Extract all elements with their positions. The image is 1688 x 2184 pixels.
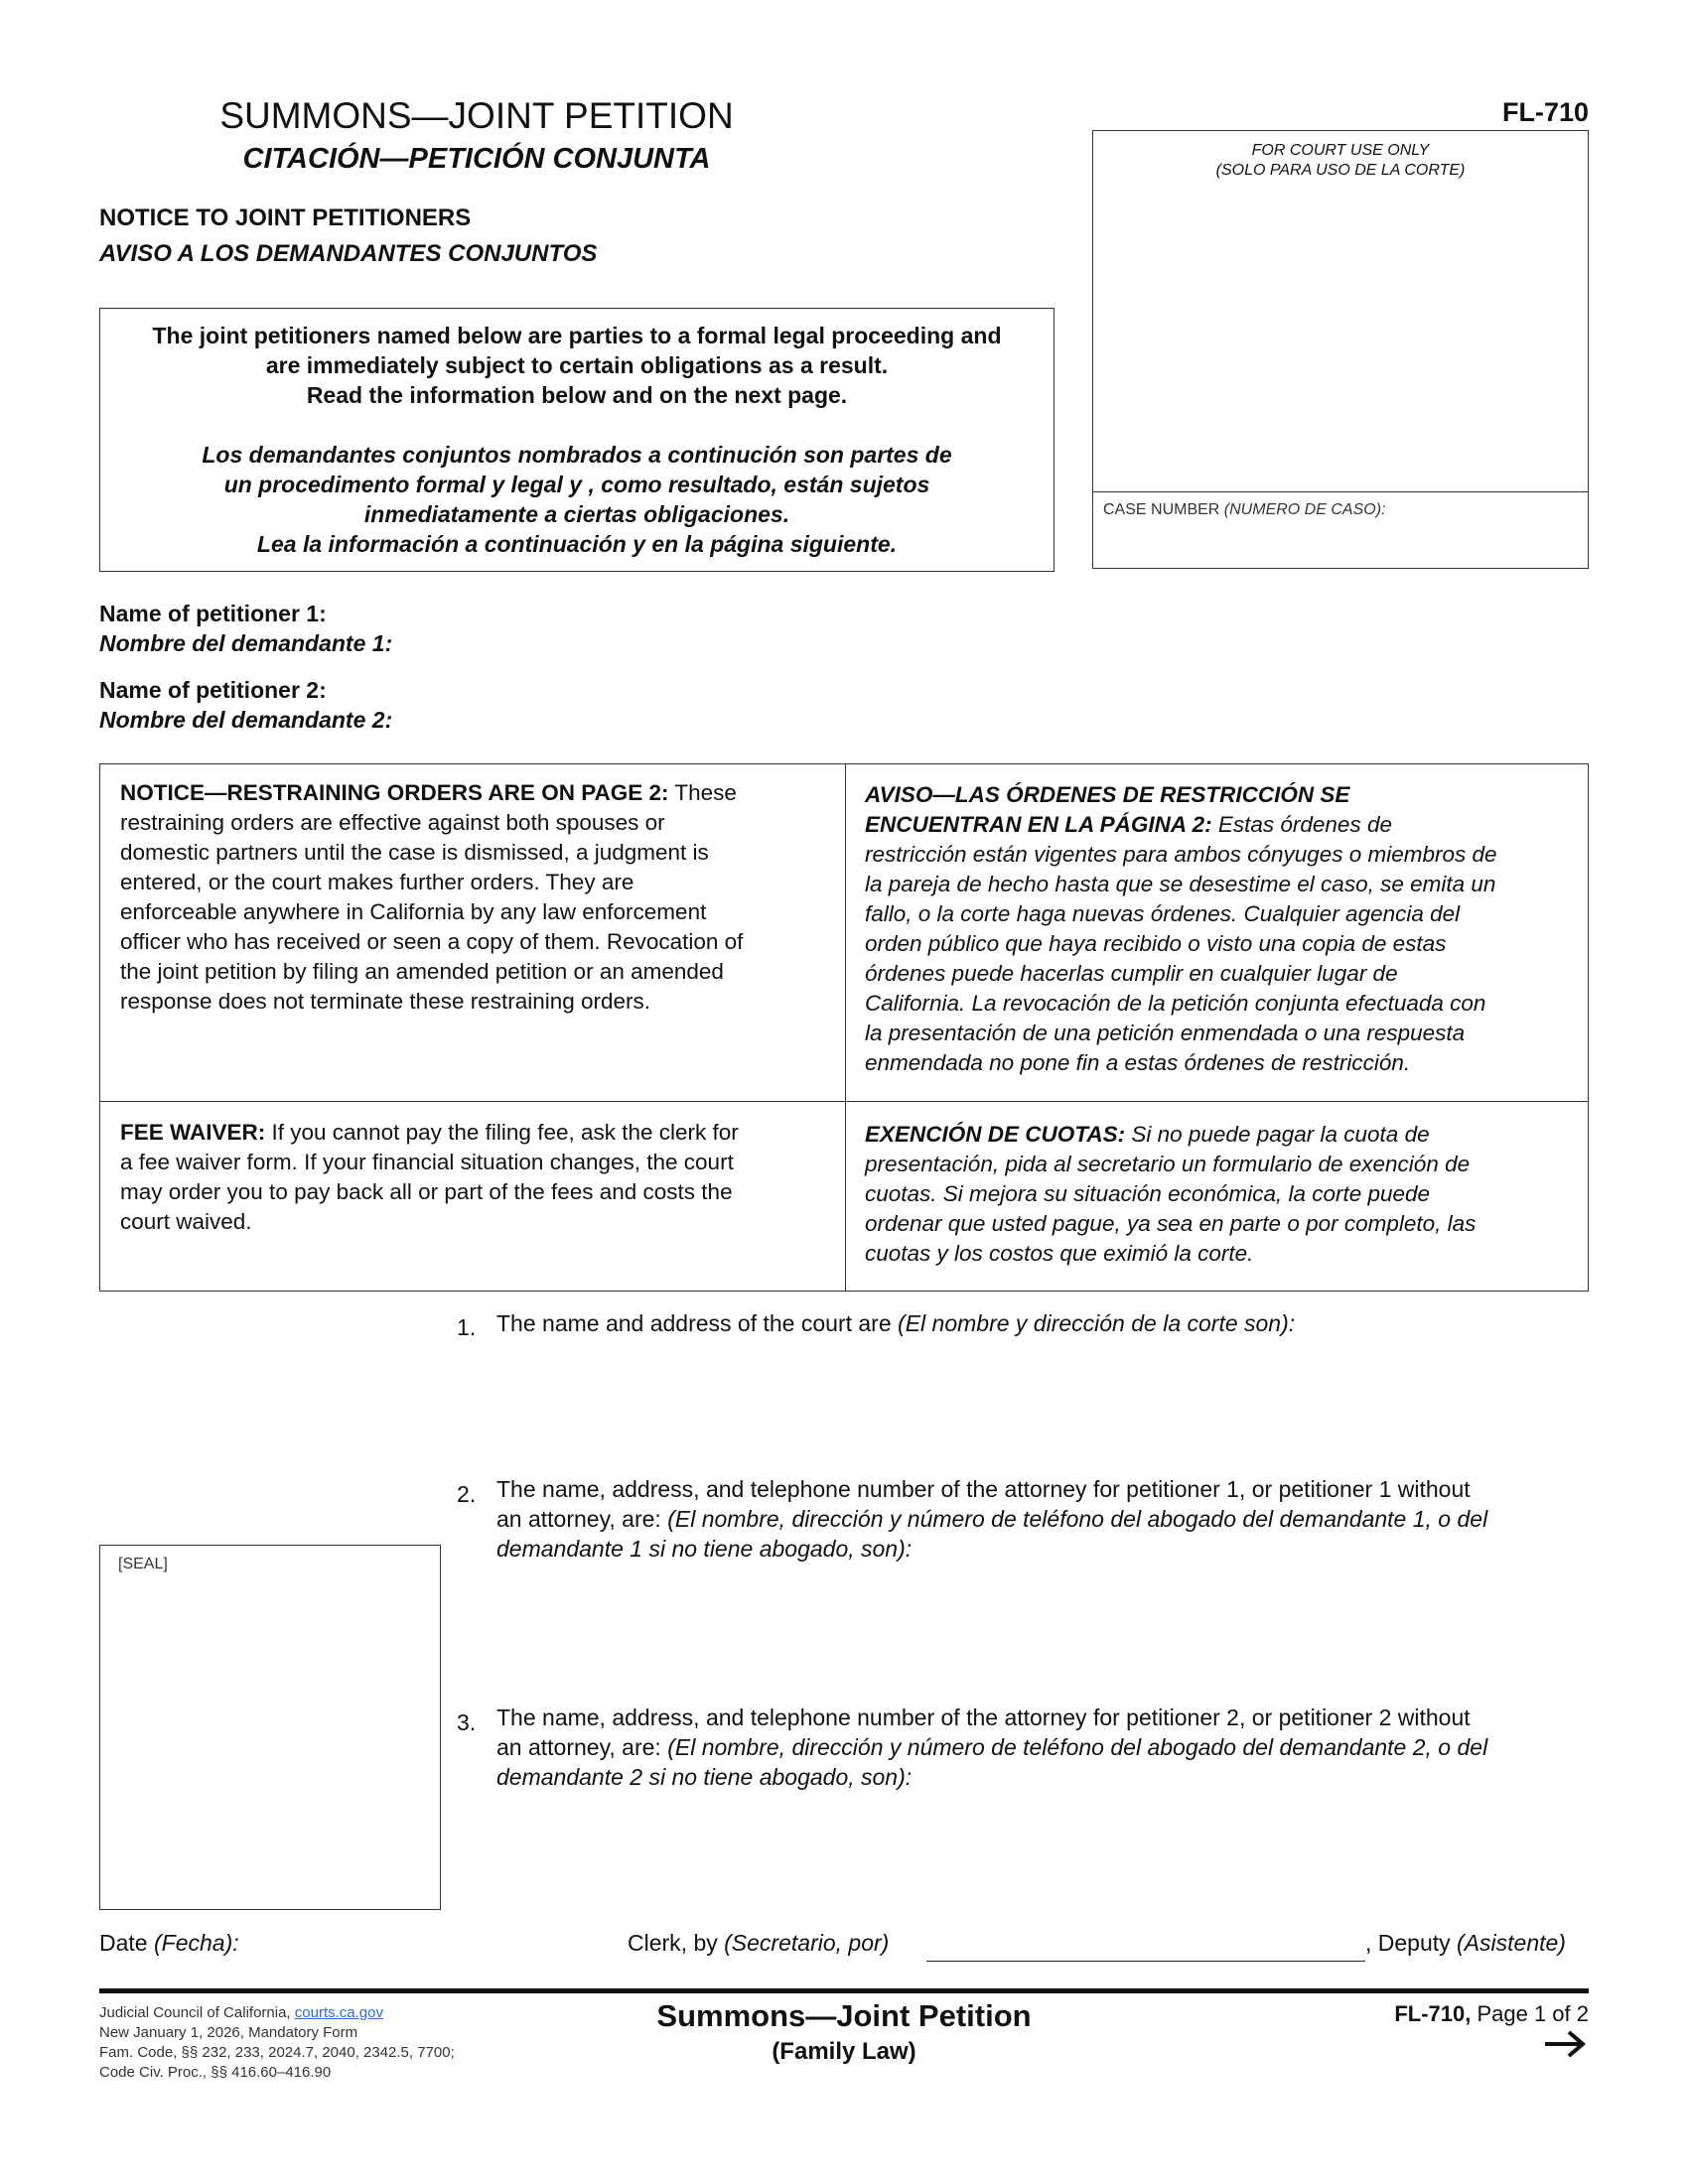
petitioner-1-label: Name of petitioner 1: bbox=[99, 601, 327, 626]
text-line: entered, or the court makes further orders. They are bbox=[120, 870, 634, 894]
info-english bbox=[100, 321, 1054, 410]
notice-heading: NOTICE TO JOINT PETITIONERS bbox=[99, 205, 472, 231]
item-3-text-es: (El nombre, dirección y número de teléfono del abogado del demandante 2, o del bbox=[667, 1734, 1488, 1760]
info-en-line: The joint petitioners named below are parties to a formal legal proceeding and bbox=[152, 323, 1002, 348]
text-line: a fee waiver form. If your financial situation changes, the court bbox=[120, 1150, 734, 1174]
fee-waiver-heading-en: FEE WAIVER: bbox=[120, 1120, 266, 1145]
item-3-number: 3. bbox=[457, 1709, 477, 1735]
item-1-text: The name and address of the court are bbox=[496, 1310, 899, 1336]
text-line: enforceable anywhere in California by any law enforcement bbox=[120, 899, 707, 924]
text-line: officer who has received or seen a copy of them. Revocation of bbox=[120, 929, 744, 954]
text-line: domestic partners until the case is dismissed, a judgment is bbox=[120, 840, 709, 865]
clerk-signature-line[interactable] bbox=[926, 1961, 1365, 1962]
petitioner-1-label-es: Nombre del demandante 1: bbox=[99, 630, 393, 656]
text-line: orden público que haya recibido o visto una copia de estas bbox=[865, 931, 1447, 956]
info-es-line: un procedimento formal y legal y , como resultado, están sujetos bbox=[223, 472, 930, 497]
table-divider-horizontal bbox=[100, 1101, 1588, 1102]
deputy-label bbox=[1365, 1930, 1566, 1957]
case-number-divider bbox=[1093, 491, 1588, 492]
text-line: la pareja de hecho hasta que se desestime el caso, se emita un bbox=[865, 872, 1496, 896]
text-line: fallo, o la corte haga nuevas órdenes. Cualquier agencia del bbox=[865, 901, 1461, 926]
court-use-es: (SOLO PARA USO DE LA CORTE) bbox=[1215, 162, 1466, 179]
arrow-right-icon[interactable] bbox=[1543, 2029, 1587, 2064]
footer-council: Judicial Council of California, bbox=[99, 2004, 295, 2021]
petitioner-2-label-es: Nombre del demandante 2: bbox=[99, 707, 393, 733]
petitioner-1-field[interactable] bbox=[99, 599, 392, 658]
form-title: SUMMONS—JOINT PETITION bbox=[219, 95, 734, 136]
text-line: restraining orders are effective against both spouses or bbox=[120, 810, 665, 835]
case-number-label: CASE NUMBER bbox=[1103, 501, 1224, 518]
item-3-text: an attorney, are: bbox=[496, 1734, 668, 1760]
text-line: restricción están vigentes para ambos cónyuges o miembros de bbox=[865, 842, 1497, 867]
footer-form-id: FL-710, bbox=[1394, 2001, 1472, 2026]
court-use-box bbox=[1092, 130, 1589, 569]
item-2-attorney-petitioner-1[interactable] bbox=[496, 1474, 1589, 1564]
page-number: Page 1 of 2 bbox=[1471, 2001, 1589, 2026]
case-number-label-es: (NUMERO DE CASO): bbox=[1223, 501, 1386, 518]
notice-table bbox=[99, 763, 1589, 1292]
restraining-heading-es-2: ENCUENTRAN EN LA PÁGINA 2: bbox=[865, 812, 1212, 837]
item-3-attorney-petitioner-2[interactable] bbox=[496, 1703, 1589, 1792]
clerk-label bbox=[628, 1930, 889, 1957]
info-spanish bbox=[100, 440, 1054, 559]
seal-label: [SEAL] bbox=[118, 1556, 168, 1572]
petitioner-2-label: Name of petitioner 2: bbox=[99, 677, 327, 703]
item-1-court-address[interactable] bbox=[496, 1308, 1589, 1338]
clerk-label-es: (Secretario, por) bbox=[724, 1930, 890, 1956]
courts-link[interactable]: courts.ca.gov bbox=[294, 2004, 383, 2021]
footer-subtitle: (Family Law) bbox=[772, 2038, 916, 2065]
petitioner-2-field[interactable] bbox=[99, 675, 392, 735]
seal-box bbox=[99, 1545, 441, 1910]
item-2-text: an attorney, are: bbox=[496, 1506, 668, 1532]
text-line: Si no puede pagar la cuota de bbox=[1125, 1122, 1430, 1147]
text-line: response does not terminate these restraining orders. bbox=[120, 989, 651, 1014]
footer-citation bbox=[99, 2003, 455, 2083]
text-line: órdenes puede hacerlas cumplir en cualquier lugar de bbox=[865, 961, 1398, 986]
restraining-heading-es: AVISO—LAS ÓRDENES DE RESTRICCIÓN SE bbox=[865, 782, 1350, 807]
fee-waiver-en bbox=[120, 1118, 815, 1237]
date-field[interactable] bbox=[99, 1930, 239, 1957]
item-1-text-es: (El nombre y dirección de la corte son): bbox=[898, 1310, 1296, 1336]
text-line: the joint petition by filing an amended petition or an amended bbox=[120, 959, 724, 984]
info-es-line: Lea la información a continuación y en la página siguiente. bbox=[256, 531, 898, 557]
footer-line: Code Civ. Proc., §§ 416.60–416.90 bbox=[99, 2064, 332, 2081]
text-line: cuotas. Si mejora su situación económica, la corte puede bbox=[865, 1181, 1431, 1206]
deputy-label-en: , Deputy bbox=[1365, 1930, 1458, 1956]
restraining-heading-en: NOTICE—RESTRAINING ORDERS ARE ON PAGE 2: bbox=[120, 780, 669, 805]
text-line: These bbox=[668, 780, 737, 805]
fee-waiver-es bbox=[865, 1120, 1575, 1269]
item-2-text: The name, address, and telephone number of the attorney for petitioner 1, or petitioner 1 without bbox=[496, 1476, 1471, 1502]
item-3-text-es: demandante 2 si no tiene abogado, son): bbox=[496, 1764, 913, 1790]
form-id: FL-710 bbox=[1501, 97, 1589, 127]
table-divider-vertical bbox=[845, 764, 846, 1291]
clerk-label-en: Clerk, by bbox=[628, 1930, 725, 1956]
item-2-number: 2. bbox=[457, 1481, 477, 1507]
item-2-text-es: demandante 1 si no tiene abogado, son): bbox=[496, 1536, 913, 1562]
footer-line: Fam. Code, §§ 232, 233, 2024.7, 2040, 2342.5, 7700; bbox=[99, 2044, 455, 2061]
form-title-spanish: CITACIÓN—PETICIÓN CONJUNTA bbox=[242, 143, 711, 175]
text-line: court waived. bbox=[120, 1209, 252, 1234]
info-en-line: are immediately subject to certain obligations as a result. bbox=[265, 352, 889, 378]
info-es-line: inmediatamente a ciertas obligaciones. bbox=[363, 501, 790, 527]
court-use-label bbox=[1093, 141, 1588, 181]
court-use-en: FOR COURT USE ONLY bbox=[1251, 142, 1430, 159]
footer-title: Summons—Joint Petition bbox=[656, 1998, 1032, 2033]
text-line: If you cannot pay the filing fee, ask the clerk for bbox=[265, 1120, 739, 1145]
info-es-line: Los demandantes conjuntos nombrados a continución son partes de bbox=[202, 442, 952, 468]
case-number-field[interactable] bbox=[1103, 501, 1385, 519]
footer-title-block bbox=[596, 1998, 1092, 2066]
item-2-text-es: (El nombre, dirección y número de teléfono del abogado del demandante 1, o del bbox=[667, 1506, 1488, 1532]
text-line: ordenar que usted pague, ya sea en parte o por completo, las bbox=[865, 1211, 1477, 1236]
info-en-line: Read the information below and on the next page. bbox=[306, 382, 848, 408]
text-line: enmendada no pone fin a estas órdenes de restricción. bbox=[865, 1050, 1411, 1075]
footer-rule bbox=[99, 1988, 1589, 1993]
text-line: cuotas y los costos que eximió la corte. bbox=[865, 1241, 1254, 1266]
item-3-text: The name, address, and telephone number of the attorney for petitioner 2, or petitioner 2 without bbox=[496, 1705, 1471, 1730]
text-line: presentación, pida al secretario un formulario de exención de bbox=[865, 1152, 1471, 1176]
restraining-orders-es bbox=[865, 780, 1575, 1078]
date-label: Date bbox=[99, 1930, 154, 1956]
text-line: Estas órdenes de bbox=[1211, 812, 1392, 837]
deputy-label-es: (Asistente) bbox=[1457, 1930, 1566, 1956]
footer-line: New January 1, 2026, Mandatory Form bbox=[99, 2024, 358, 2041]
info-box bbox=[99, 308, 1055, 572]
text-line: may order you to pay back all or part of the fees and costs the bbox=[120, 1179, 733, 1204]
restraining-orders-en bbox=[120, 778, 815, 1017]
fee-waiver-heading-es: EXENCIÓN DE CUOTAS: bbox=[865, 1122, 1126, 1147]
item-1-number: 1. bbox=[457, 1314, 477, 1340]
text-line: la presentación de una petición enmendada o una respuesta bbox=[865, 1021, 1466, 1045]
notice-heading-spanish: AVISO A LOS DEMANDANTES CONJUNTOS bbox=[99, 240, 598, 267]
date-label-es: (Fecha): bbox=[153, 1930, 239, 1956]
text-line: California. La revocación de la petición conjunta efectuada con bbox=[865, 991, 1486, 1016]
footer-page-info bbox=[1291, 2001, 1589, 2027]
